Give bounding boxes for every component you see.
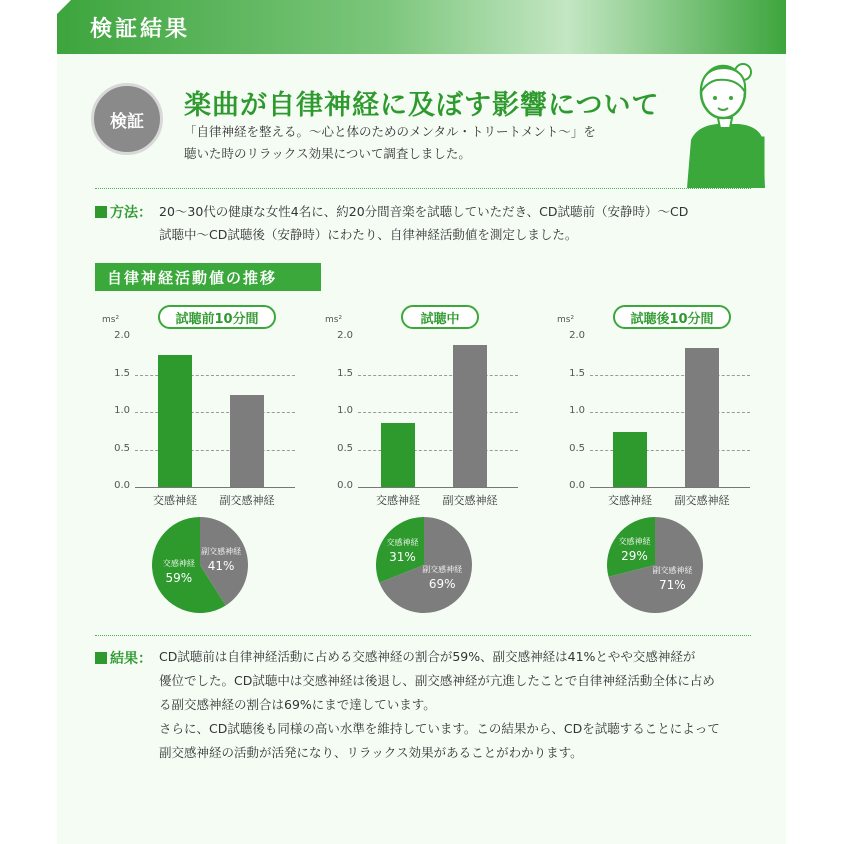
y-tick-label: 2.0 (569, 330, 585, 341)
bar-chart-3 (557, 305, 757, 515)
pie-category-label: 交感神経 (162, 559, 195, 569)
pie-chart-1 (150, 515, 250, 615)
result-line5: 副交感神経の活動が活発になり、リラックス効果があることがわかります。 (159, 745, 583, 760)
study-badge: 検証 (91, 83, 163, 155)
chart-title-pill: 試聴中 (401, 305, 479, 329)
square-bullet-icon (95, 652, 107, 664)
study-desc-line1: 「自律神経を整える。〜心と体のためのメンタル・トリートメント〜」を (184, 124, 596, 139)
pie-percent-label: 41% (207, 558, 235, 573)
pie-category-label: 副交感神経 (201, 546, 242, 556)
header-notch (57, 0, 71, 14)
y-tick-label: 0.5 (337, 442, 353, 454)
gridline (590, 412, 750, 413)
method-line1: 20〜30代の健康な女性4名に、約20分間音楽を試聴していただき、CD試聴前（安静時）〜CD (159, 204, 689, 219)
woman-illustration (677, 58, 786, 188)
bar-sympathetic (158, 355, 192, 487)
pie-percent-label: 29% (621, 549, 648, 564)
y-tick-label: 0.5 (114, 442, 130, 454)
x-axis-line (590, 487, 750, 488)
header-title: 検証結果 (90, 17, 191, 42)
y-tick-label: 0.0 (569, 480, 585, 491)
y-tick-label: 1.5 (114, 367, 130, 379)
bar-sympathetic (381, 423, 415, 488)
method-label (95, 202, 152, 222)
y-tick-label: 1.0 (569, 405, 585, 416)
x-category-label: 副交感神経 (442, 494, 498, 507)
y-tick-label: 0.5 (569, 442, 585, 454)
x-axis-line (358, 487, 518, 488)
gridline (358, 375, 518, 376)
pie-label-parasympathetic (195, 545, 247, 573)
chart-title-pill: 試聴後10分間 (613, 305, 731, 329)
result-line4: さらに、CD試聴後も同様の高い水準を維持しています。この結果から、CDを試聴することによって (159, 721, 720, 736)
result-line1: CD試聴前は自律神経活動に占める交感神経の割合が59%、副交感神経は41%とやや交感神経が (159, 649, 696, 664)
gridline (358, 412, 518, 413)
method-text (159, 200, 759, 246)
study-desc-line2: 聴いた時のリラックス効果について調査しました。 (184, 146, 471, 161)
y-tick-label: 1.5 (569, 367, 585, 379)
bar-chart-1 (102, 305, 302, 515)
x-category-label: 副交感神経 (674, 494, 730, 507)
pie-label-parasympathetic (646, 564, 698, 592)
bar-parasympathetic (230, 395, 264, 487)
pie-chart-3 (605, 515, 705, 615)
x-category-label: 交感神経 (153, 494, 197, 507)
x-category-label: 交感神経 (608, 494, 652, 507)
pie-category-label: 交感神経 (386, 538, 419, 548)
bar-parasympathetic (685, 348, 719, 487)
y-tick-label: 0.0 (114, 480, 130, 491)
bar-parasympathetic (453, 345, 487, 487)
x-category-label: 副交感神経 (219, 494, 275, 507)
method-line2: 試聴中〜CD試聴後（安静時）にわたり、自律神経活動値を測定しました。 (159, 227, 578, 242)
pie-percent-label: 71% (659, 578, 686, 593)
bar-sympathetic (613, 432, 647, 488)
result-label-text: 結果： (110, 651, 152, 667)
y-tick-label: 0.0 (337, 480, 353, 491)
result-line2: 優位でした。CD試聴中は交感神経は後退し、副交感神経が亢進したことで自律神経活動全体に占め (159, 673, 715, 688)
divider-bottom (95, 635, 751, 636)
study-title: 楽曲が自律神経に及ぼす影響について (184, 90, 660, 121)
neck (718, 118, 732, 128)
pie-category-label: 副交感神経 (652, 566, 693, 576)
body (687, 124, 765, 188)
pie-percent-label: 31% (389, 550, 416, 565)
pie-percent-label: 69% (428, 577, 456, 592)
pie-chart-2 (374, 515, 474, 615)
pie-label-sympathetic (376, 536, 428, 564)
y-unit-label: ms² (102, 315, 120, 325)
x-category-label: 交感神経 (376, 494, 420, 507)
bar-chart-2 (325, 305, 525, 515)
section-heading: 自律神経活動値の推移 (95, 263, 321, 291)
result-line3: る副交感神経の割合は69%にまで達しています。 (159, 697, 436, 712)
divider-top (95, 188, 751, 189)
y-tick-label: 2.0 (337, 330, 353, 341)
pie-category-label: 交感神経 (618, 537, 651, 547)
y-tick-label: 1.0 (337, 405, 353, 416)
chart-title-pill: 試聴前10分間 (158, 305, 276, 329)
pie-percent-label: 59% (165, 571, 193, 586)
result-label (95, 648, 152, 668)
left-eye (713, 96, 717, 100)
x-axis-line (135, 487, 295, 488)
gridline (590, 375, 750, 376)
y-tick-label: 2.0 (114, 330, 130, 341)
y-tick-label: 1.0 (114, 405, 130, 416)
pie-category-label: 副交感神経 (422, 565, 463, 575)
method-label-text: 方法： (110, 205, 152, 221)
page (57, 0, 786, 844)
result-text (159, 645, 759, 765)
pie-label-parasympathetic (416, 563, 468, 591)
y-tick-label: 1.5 (337, 367, 353, 379)
study-description (184, 121, 644, 165)
y-unit-label: ms² (557, 315, 575, 325)
right-eye (729, 96, 733, 100)
square-bullet-icon (95, 206, 107, 218)
pie-label-sympathetic (608, 535, 660, 563)
y-unit-label: ms² (325, 315, 343, 325)
